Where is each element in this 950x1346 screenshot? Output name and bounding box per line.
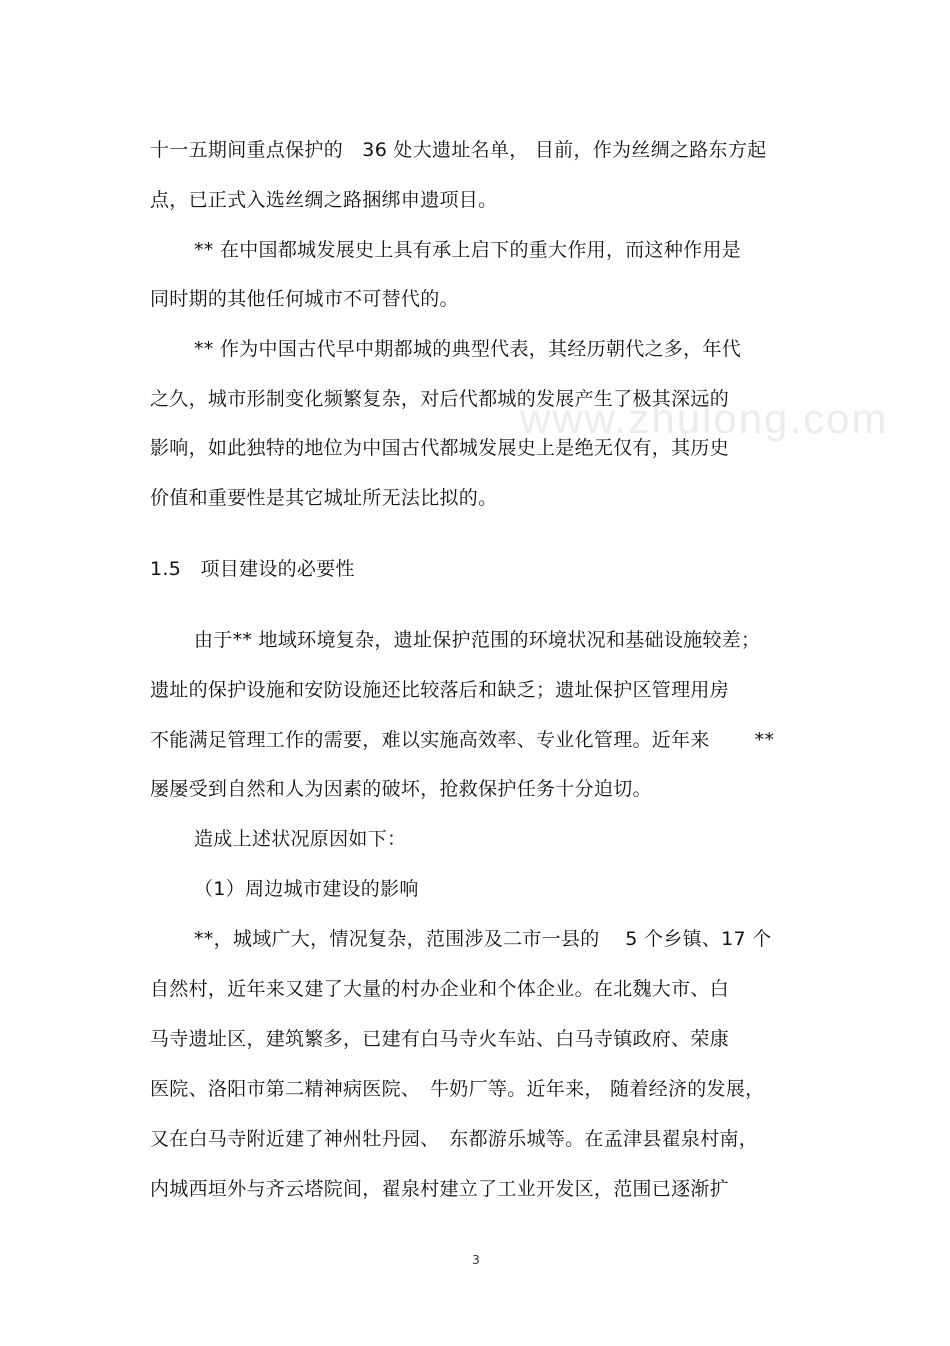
paragraph-line: 点，已正式入选丝绸之路捆绑申遗项目。: [150, 189, 498, 211]
paragraph-line: 由于** 地域环境复杂，遗址保护范围的环境状况和基础设施较差；: [194, 629, 761, 651]
paragraph-line: 屡屡受到自然和人为因素的破坏，抢救保护任务十分迫切。: [150, 778, 652, 800]
paragraph-line: **，城域广大，情况复杂，范围涉及二市一县的 5 个乡镇、17 个: [194, 928, 772, 950]
paragraph-line: 又在白马寺附近建了神州牡丹园、 东都游乐城等。在孟津县翟泉村南，: [150, 1128, 759, 1150]
paragraph-line: 影响，如此独特的地位为中国古代都城发展史上是绝无仅有，其历史: [150, 437, 730, 459]
paragraph-line: 同时期的其他任何城市不可替代的。: [150, 288, 459, 310]
section-heading: 1.5 项目建设的必要性: [150, 558, 355, 580]
list-item-heading: （1）周边城市建设的影响: [194, 878, 419, 900]
paragraph-line: 内城西垣外与齐云塔院间，翟泉村建立了工业开发区，范围已逐渐扩: [150, 1178, 730, 1200]
page-number: 3: [472, 1253, 480, 1267]
paragraph-line: 价值和重要性是其它城址所无法比拟的。: [150, 487, 498, 509]
paragraph-line: 马寺遗址区，建筑繁多，已建有白马寺火车站、白马寺镇政府、荣康: [150, 1028, 730, 1050]
paragraph-line: ** 在中国都城发展史上具有承上启下的重大作用，而这种作用是: [194, 239, 742, 261]
paragraph-line: 十一五期间重点保护的 36 处大遗址名单， 目前，作为丝绸之路东方起: [150, 139, 767, 161]
paragraph-line: ** 作为中国古代早中期都城的典型代表，其经历朝代之多，年代: [194, 338, 742, 360]
paragraph-line: 造成上述状况原因如下：: [194, 828, 407, 850]
paragraph-line: 不能满足管理工作的需要，难以实施高效率、专业化管理。近年来 **: [150, 729, 775, 751]
paragraph-line: 医院、洛阳市第二精神病医院、 牛奶厂等。近年来， 随着经济的发展，: [150, 1078, 765, 1100]
paragraph-line: 遗址的保护设施和安防设施还比较落后和缺乏；遗址保护区管理用房: [150, 679, 730, 701]
paragraph-line: 之久，城市形制变化频繁复杂，对后代都城的发展产生了极其深远的: [150, 388, 730, 410]
paragraph-line: 自然村，近年来又建了大量的村办企业和个体企业。在北魏大市、白: [150, 978, 730, 1000]
watermark: www.zhulong.com: [520, 395, 889, 442]
